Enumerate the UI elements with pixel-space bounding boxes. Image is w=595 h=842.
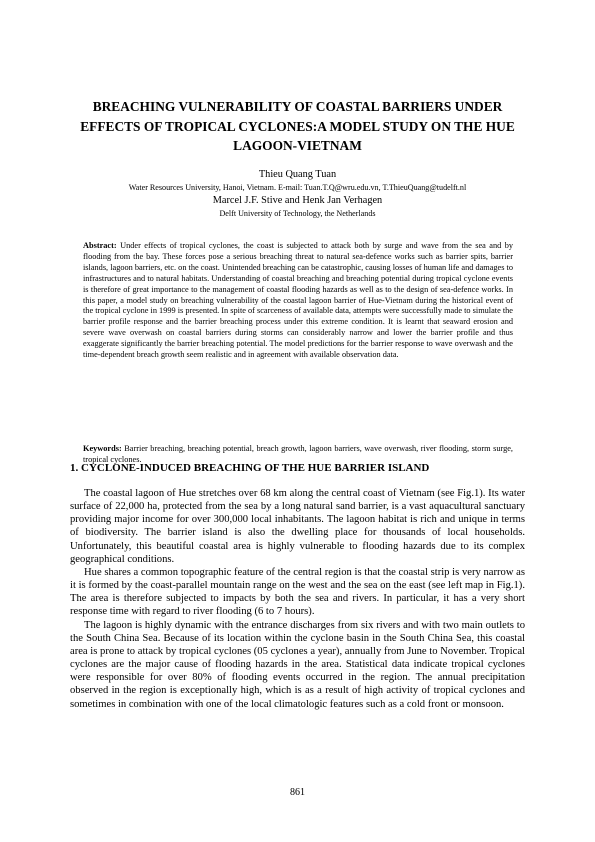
affiliation-primary: Water Resources University, Hanoi, Vietnam. E-mail: Tuan.T.Q@wru.edu.vn, T.ThieuQuang@tudelft.nl <box>128 183 467 192</box>
keywords-label: Keywords: <box>83 444 122 453</box>
keywords-text: Barrier breaching, breaching potential, breach growth, lagoon barriers, wave overwash, river flooding, storm surge, tropical cyclones. <box>83 444 513 464</box>
section-body <box>70 487 525 711</box>
page-number: 861 <box>290 787 305 798</box>
abstract-label: Abstract: <box>83 241 117 250</box>
body-paragraph: Hue shares a common topographic feature of the central region is that the coastal strip is very narrow as it is formed by the coast-parallel mountain range on the west and the sea on the east (see left map in Fig.1). The area is therefore subjected to impacts by both the sea and rivers. In particular, it has a very short response time with regard to river flooding (6 to 7 hours). <box>70 566 525 618</box>
affiliation-secondary: Delft University of Technology, the Netherlands <box>219 209 376 218</box>
author-primary: Thieu Quang Tuan <box>258 169 337 180</box>
body-paragraph: The coastal lagoon of Hue stretches over 68 km along the central coast of Vietnam (see Fig.1). Its water surface of 22,000 ha, protected from the sea by a long natural sand barrier, is a vast aquacultural sanctuary providing major income for over 300,000 local inhabitants. The lagoon habitat is rich and unique in terms of biodiversity. The barrier island is also the dwelling place for thousands of local households. Unfortunately, this beautiful coastal area is highly vulnerable to flooding hazards due to its complex geographical conditions. <box>70 488 525 565</box>
abstract <box>83 241 513 361</box>
paper-title: BREACHING VULNERABILITY OF COASTAL BARRIERS UNDER EFFECTS OF TROPICAL CYCLONES:A MODEL STUDY ON THE HUE LAGOON-VIETNAM <box>80 99 515 153</box>
abstract-text: Under effects of tropical cyclones, the coast is subjected to attack both by surge and wave from the sea and by flooding from the bay. These forces pose a serious breaching threat to natural sea-defence works such as barrier spits, barrier islands, lagoon barriers, etc. on the coast. Unintended breaching can be catastrophic, causing losses of human life and damages to infrastructures and to natural habitats. Understanding of coastal breaching and breaching potential during tropical cyclone events is therefore of great importance to the management of coastal flooding hazards as well as to the design of sea-defence works. In this paper, a model study on breaching vulnerability of the coastal lagoon barrier of Hue-Vietnam during the historical event of the tropical cyclone in 1999 is presented. In spite of scarceness of available data, attempts were successfully made to simulate the barrier profile response and the barrier breaching process under this extreme condition. It is learnt that seaward erosion and severe wave overwash on coastal barriers during storms can considerably narrow and lower the barrier profile and thus exaggerate significantly the barrier breaching potential. The model predictions for the barrier response to wave overwash and the time-dependent breach growth seem realistic and in agreement with available observation data. <box>83 241 513 360</box>
author-secondary: Marcel J.F. Stive and Henk Jan Verhagen <box>212 195 383 206</box>
body-paragraph: The lagoon is highly dynamic with the entrance discharges from six rivers and with two main outlets to the South China Sea. Because of its location within the cyclone basin in the South China Sea, this coastal area is prone to attack by tropical cyclones (05 cyclones a year), annually from June to November. Tropical cyclones are the major cause of flooding hazards in the area. Statistical data indicate tropical cyclones were responsible for over 80% of flooding events occurred in the region. The annual precipitation observed in the region is exceptionally high, which is as a result of high activity of tropical cyclones and sometimes in combination with one of the local climatologic features such as a cold front or monsoon. <box>70 619 525 710</box>
section-heading: 1. CYCLONE-INDUCED BREACHING OF THE HUE BARRIER ISLAND <box>70 462 430 474</box>
